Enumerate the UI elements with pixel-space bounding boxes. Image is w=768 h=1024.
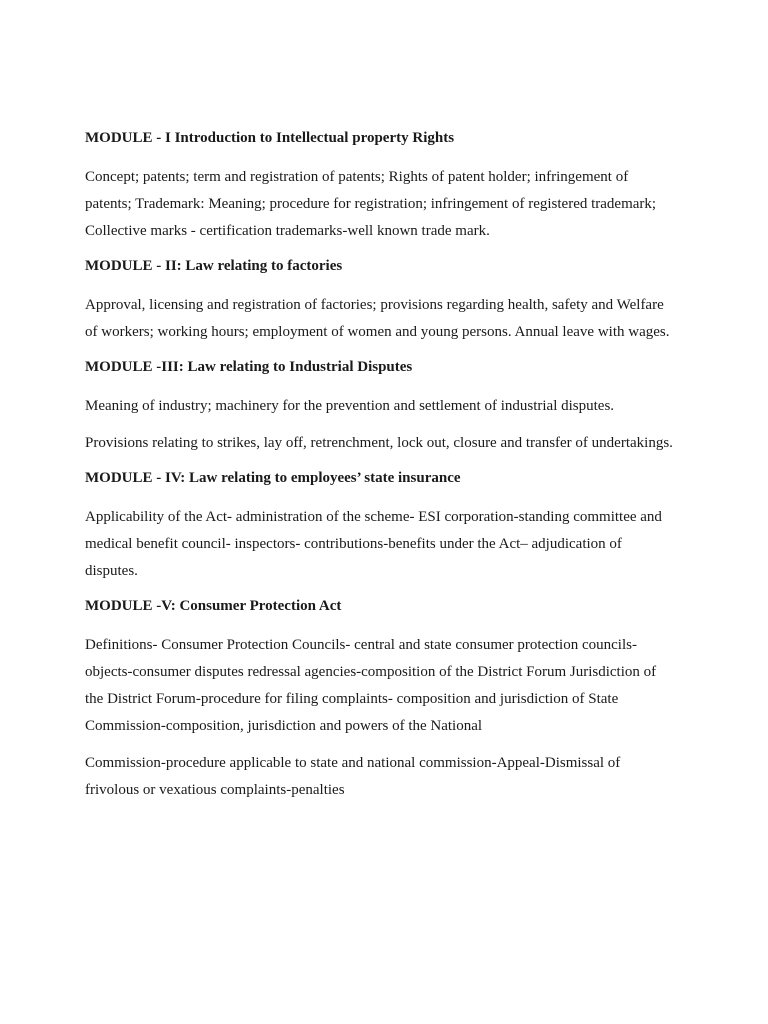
- text-line: medical benefit council- inspectors- contributions-benefits under the Act– adjudication of: [85, 536, 622, 552]
- module-2-section: [85, 255, 685, 346]
- module-4-paragraph-1: [85, 504, 685, 585]
- text-line: disputes.: [85, 563, 138, 579]
- module-4-heading: MODULE - IV: Law relating to employees’ state insurance: [85, 470, 461, 486]
- module-5-heading: MODULE -V: Consumer Protection Act: [85, 598, 342, 614]
- document-page: [85, 127, 685, 814]
- text-line: Commission-procedure applicable to state and national commission-Appeal-Dismissal of: [85, 755, 621, 771]
- text-line: objects-consumer disputes redressal agencies-composition of the District Forum Jurisdiction of: [85, 664, 657, 680]
- module-2-paragraph-1: [85, 292, 685, 346]
- text-line: of workers; working hours; employment of women and young persons. Annual leave with wages.: [85, 324, 670, 340]
- text-line: Approval, licensing and registration of factories; provisions regarding health, safety and Welfare: [85, 297, 664, 313]
- module-5-paragraph-1: [85, 632, 685, 740]
- module-3-paragraph-1: [85, 393, 685, 420]
- module-1-paragraph-1: [85, 164, 685, 245]
- text-line: Commission-composition, jurisdiction and powers of the National: [85, 718, 483, 734]
- module-3-section: [85, 356, 685, 457]
- module-2-heading: MODULE - II: Law relating to factories: [85, 258, 343, 274]
- module-1-section: [85, 127, 685, 245]
- module-5-paragraph-2: [85, 750, 685, 804]
- text-line: Collective marks - certification trademarks-well known trade mark.: [85, 223, 490, 239]
- text-line: frivolous or vexatious complaints-penalties: [85, 782, 345, 798]
- module-5-section: [85, 595, 685, 804]
- text-line: Provisions relating to strikes, lay off, retrenchment, lock out, closure and transfer of undertakings.: [85, 435, 673, 451]
- text-line: Meaning of industry; machinery for the prevention and settlement of industrial disputes.: [85, 398, 615, 414]
- text-line: the District Forum-procedure for filing complaints- composition and jurisdiction of State: [85, 691, 619, 707]
- module-3-heading: MODULE -III: Law relating to Industrial Disputes: [85, 359, 413, 375]
- module-3-paragraph-2: [85, 430, 685, 457]
- text-line: Concept; patents; term and registration of patents; Rights of patent holder; infringement of: [85, 169, 629, 185]
- text-line: Definitions- Consumer Protection Councils- central and state consumer protection councils-: [85, 637, 637, 653]
- module-4-section: [85, 467, 685, 585]
- text-line: Applicability of the Act- administration of the scheme- ESI corporation-standing committee and: [85, 509, 662, 525]
- module-1-heading: MODULE - I Introduction to Intellectual property Rights: [85, 130, 455, 146]
- text-line: patents; Trademark: Meaning; procedure for registration; infringement of registered trademark;: [85, 196, 657, 212]
